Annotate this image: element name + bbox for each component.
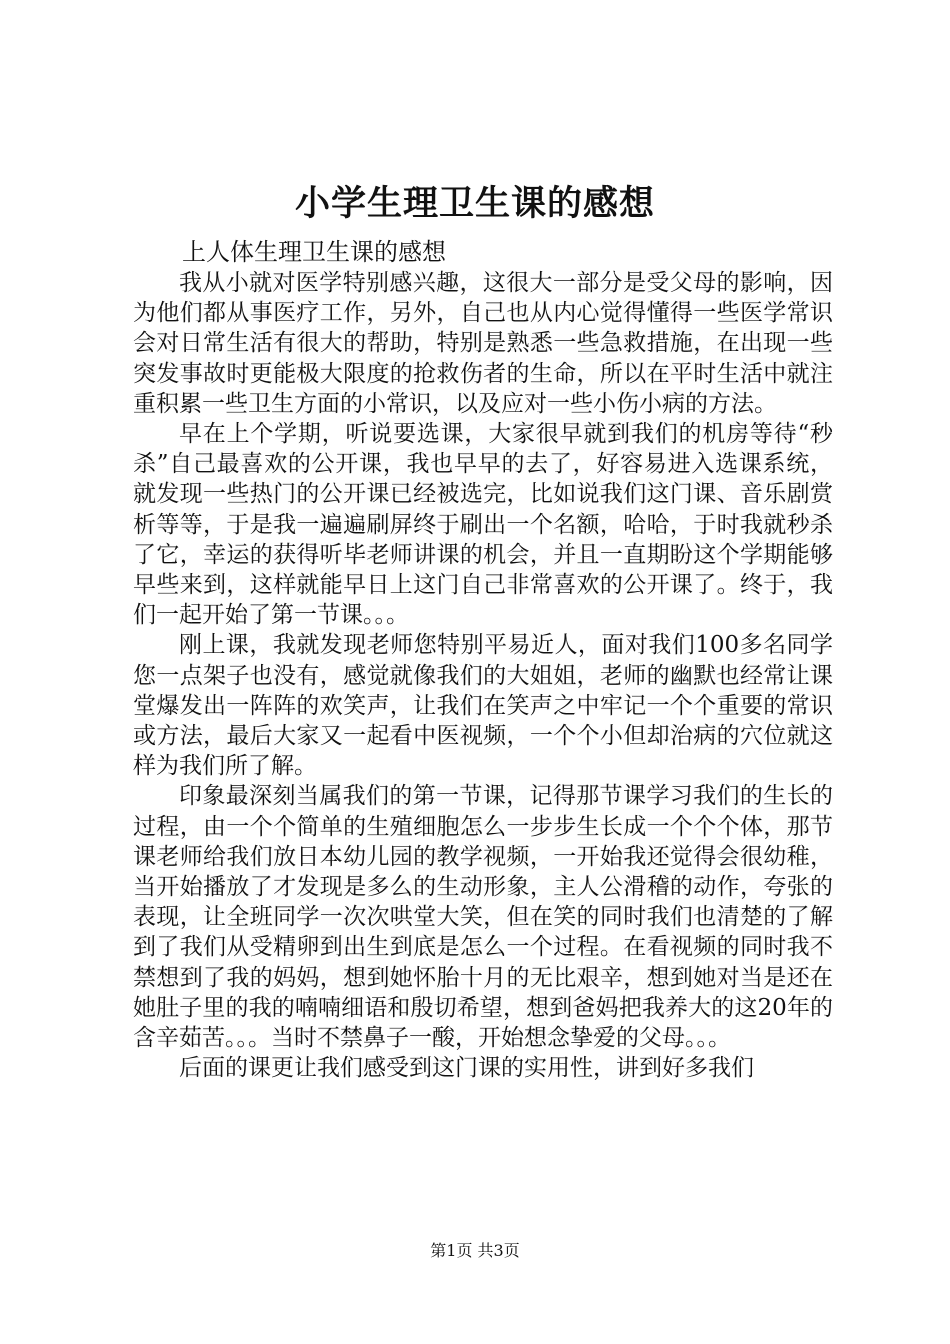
document-body [133,268,833,1083]
paragraph: 早在上个学期，听说要选课，大家很早就到我们的机房等待“秒杀”自己最喜欢的公开课，我也早早的去了，好容易进入选课系统，就发现一些热门的公开课已经被选完，比如说我们这门课、音乐剧赏析等等，于是我一遍遍刷屏终于刷出一个名额，哈哈，于时我就秒杀了它，幸运的获得听毕老师讲课的机会，并且一直期盼这个学期能够早些来到，这样就能早日上这门自己非常喜欢的公开课了。终于，我们一起开始了第一节课。。。 [133,421,833,629]
document-title: 小学生理卫生课的感想 [294,183,655,224]
paragraph: 我从小就对医学特别感兴趣，这很大一部分是受父母的影响，因为他们都从事医疗工作，另外，自己也从内心觉得懂得一些医学常识会对日常生活有很大的帮助，特别是熟悉一些急救措施，在出现一些突发事故时更能极大限度的抢救伤者的生命，所以在平时生活中就注重积累一些卫生方面的小常识，以及应对一些小伤小病的方法。 [133,270,833,417]
paragraph: 印象最深刻当属我们的第一节课，记得那节课学习我们的生长的过程，由一个个简单的生殖细胞怎么一步步生长成一个个个体，那节课老师给我们放日本幼儿园的教学视频，一开始我还觉得会很幼稚，当开始播放了才发现是多么的生动形象，主人公滑稽的动作，夸张的表现，让全班同学一次次哄堂大笑，但在笑的同时我们也清楚的了解到了我们从受精卵到出生到底是怎么一个过程。在看视频的同时我不禁想到了我的妈妈，想到她怀胎十月的无比艰辛，想到她对当是还在她肚子里的我的喃喃细语和殷切希望，想到爸妈把我养大的这20年的含辛茹苦。。。当时不禁鼻子一酸，开始想念挚爱的父母。。。 [133,783,833,1052]
document-subtitle: 上人体生理卫生课的感想 [182,238,446,266]
paragraph: 后面的课更让我们感受到这门课的实用性，讲到好多我们 [179,1055,754,1082]
paragraph: 刚上课，我就发现老师您特别平易近人，面对我们100多名同学您一点架子也没有，感觉就像我们的大姐姐，老师的幽默也经常让课堂爆发出一阵阵的欢笑声，让我们在笑声之中牢记一个个重要的常识或方法，最后大家又一起看中医视频，一个个小但却治病的穴位就这样为我们所了解。 [133,632,833,780]
page-number-footer: 第1页 共3页 [430,1241,520,1260]
